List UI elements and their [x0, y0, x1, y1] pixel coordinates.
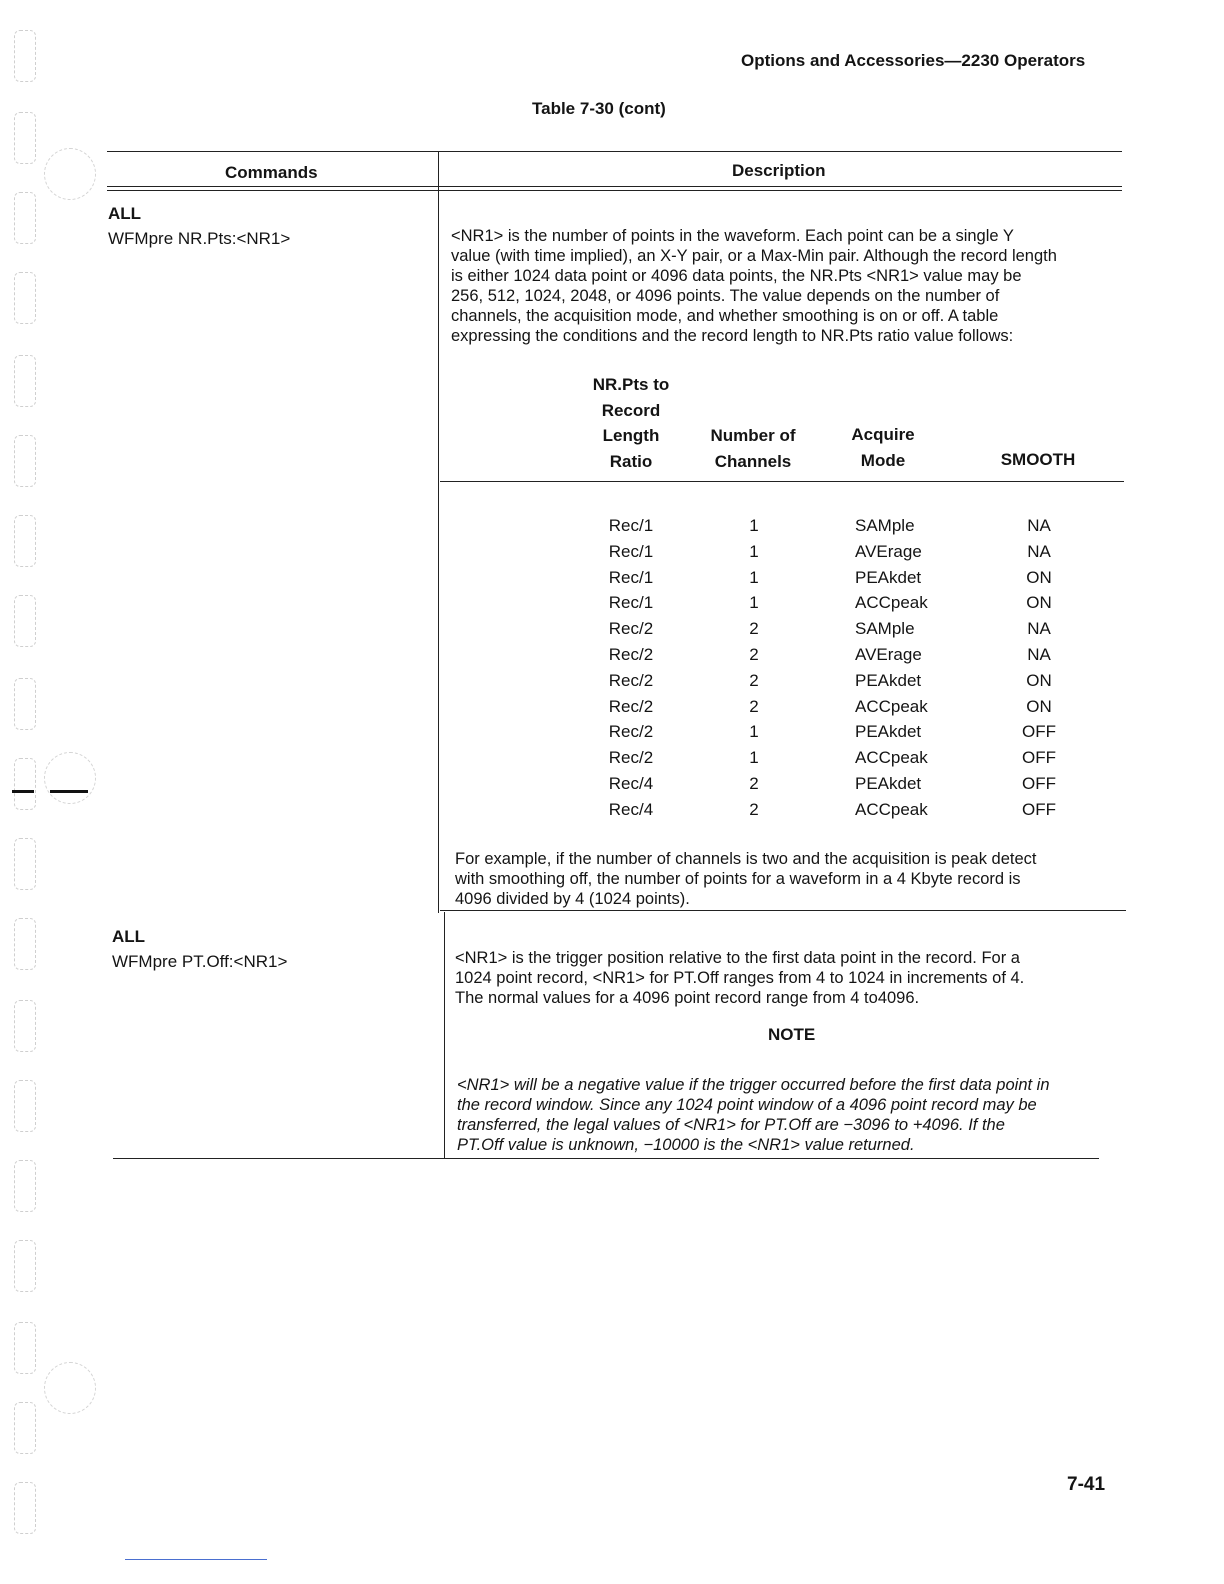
subtable-header-channels: Number of Channels	[710, 426, 796, 471]
subtable-cell-smooth: NA	[1027, 541, 1051, 561]
subtable-cell-ratio: Rec/1	[608, 567, 654, 587]
subtable-cell-smooth: NA	[1027, 516, 1051, 535]
subtable-header-smooth: SMOOTH	[1000, 450, 1076, 469]
page-number: 7-41	[1067, 1474, 1106, 1495]
subtable-cell-ratio: Rec/2	[608, 619, 654, 639]
description-paragraph: <NR1> is the number of points in the waveform. Each point can be a single Y value (with time implied), an X-Y pair, or a Max-Min pair. Although the record length is either 1024 data point or 4096 data points, the NR.Pts <NR1> value may be 256, 512, 1024, 2048, or 4096 points. The value depends on the number of channels, the acquisition mode, and whether smoothing is on or off. A table expressing the conditions and the record length to NR.Pts ratio value follows:	[451, 227, 1057, 345]
subtable-cell-ratio: Rec/4	[608, 774, 654, 793]
subtable-cell-mode: PEAkdet	[855, 567, 922, 587]
subtable-cell-channels: 2	[749, 645, 759, 664]
subtable-cell-ratio: Rec/2	[608, 748, 654, 768]
subtable-cell-mode: SAMple	[855, 619, 915, 639]
subtable-cell-channels: 2	[749, 774, 759, 793]
subtable-cell-smooth: ON	[1026, 567, 1052, 587]
scan-artifact-line	[125, 1559, 267, 1560]
subtable-cell-ratio: Rec/4	[608, 799, 654, 819]
command-name: WFMpre PT.Off:<NR1>	[112, 952, 288, 971]
subtable-cell-mode: PEAkdet	[855, 722, 922, 742]
subtable-cell-channels: 1	[749, 748, 759, 768]
subtable-cell-mode: PEAkdet	[855, 670, 922, 690]
subtable-cell-mode: PEAkdet	[855, 774, 922, 793]
subtable-cell-channels: 1	[749, 567, 759, 587]
subtable-cell-mode: AVErage	[855, 541, 922, 561]
subtable-cell-smooth: OFF	[1022, 748, 1056, 768]
subtable-cell-channels: 2	[749, 670, 759, 690]
subtable-cell-ratio: Rec/1	[608, 541, 654, 561]
subtable-cell-channels: 2	[749, 799, 759, 819]
subtable-cell-mode: ACCpeak	[855, 799, 928, 819]
command-name: WFMpre NR.Pts:<NR1>	[108, 229, 291, 248]
subtable-cell-mode: AVErage	[855, 645, 922, 664]
subtable-cell-smooth: ON	[1026, 593, 1052, 613]
column-header-commands: Commands	[225, 163, 318, 182]
subtable-cell-channels: 1	[749, 593, 759, 613]
note-title: NOTE	[768, 1025, 816, 1044]
subtable-cell-ratio: Rec/2	[608, 645, 654, 664]
subtable-cell-ratio: Rec/1	[608, 593, 654, 613]
subtable-cell-smooth: NA	[1027, 619, 1051, 639]
subtable-cell-ratio: Rec/2	[608, 696, 654, 716]
subtable-header-ratio: NR.Pts to Record Length Ratio	[592, 375, 670, 471]
subtable-cell-smooth: OFF	[1022, 799, 1056, 819]
subtable-cell-mode: ACCpeak	[855, 593, 928, 613]
command-category: ALL	[108, 204, 142, 223]
subtable-cell-mode: ACCpeak	[855, 748, 928, 768]
subtable-cell-mode: SAMple	[855, 516, 915, 535]
subtable-cell-mode: ACCpeak	[855, 696, 928, 716]
command-category: ALL	[112, 927, 146, 946]
subtable-cell-smooth: OFF	[1022, 774, 1056, 793]
note-paragraph: <NR1> will be a negative value if the trigger occurred before the first data point in the record window. Since any 1024 point window of a 4096 point record may be transferred, the legal values of <NR1> for PT.Off are −3096 to +4096. If the PT.Off value is unknown, −10000 is the <NR1> value returned.	[457, 1076, 1050, 1154]
table-title: Table 7-30 (cont)	[532, 99, 666, 118]
subtable-cell-ratio: Rec/2	[608, 670, 654, 690]
running-header: Options and Accessories—2230 Operators	[741, 51, 1086, 70]
subtable-cell-channels: 2	[749, 619, 759, 639]
column-header-description: Description	[732, 161, 826, 180]
subtable-cell-smooth: ON	[1026, 670, 1052, 690]
subtable-cell-ratio: Rec/2	[608, 722, 654, 742]
subtable-cell-smooth: NA	[1027, 645, 1051, 664]
description-paragraph: <NR1> is the trigger position relative to the first data point in the record. For a 1024 point record, <NR1> for PT.Off ranges from 4 to 1024 in increments of 4. The normal values for a 4096 point record range from 4 to4096.	[455, 949, 1025, 1007]
example-paragraph: For example, if the number of channels is two and the acquisition is peak detect with smoothing off, the number of points for a waveform in a 4 Kbyte record is 4096 divided by 4 (1024 points).	[455, 850, 1037, 908]
subtable-cell-channels: 1	[749, 516, 759, 535]
subtable-cell-channels: 1	[749, 541, 759, 561]
subtable-cell-smooth: ON	[1026, 696, 1052, 716]
subtable-cell-smooth: OFF	[1022, 722, 1056, 742]
subtable-cell-ratio: Rec/1	[608, 516, 654, 535]
subtable-header-mode: Acquire Mode	[851, 425, 915, 470]
subtable-cell-channels: 1	[749, 722, 759, 742]
subtable-cell-channels: 2	[749, 696, 759, 716]
